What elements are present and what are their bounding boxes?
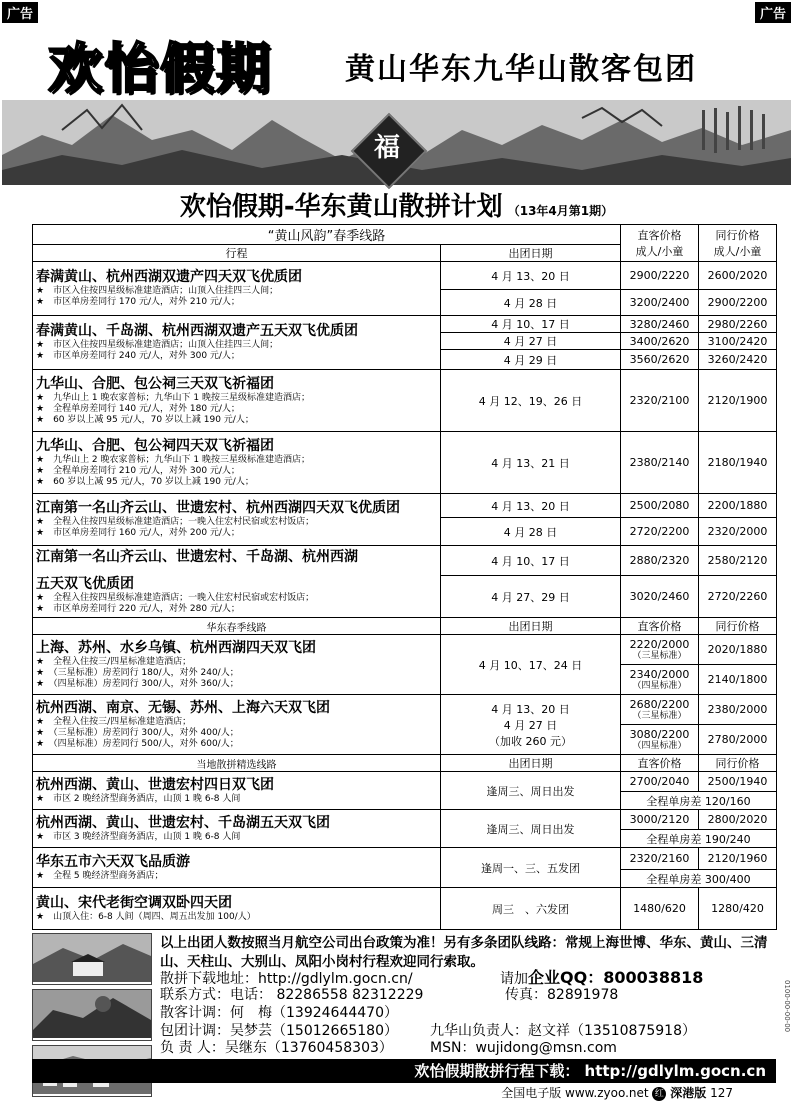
route-note: ★ 市区入住按四星级标准建造酒店；山顶入住挂四三人间； <box>36 340 279 350</box>
route-cell <box>33 546 441 618</box>
peer-price: 2200/1880 <box>699 494 777 518</box>
manager: 负 责 人：吴继东（13760458303） <box>160 1040 393 1056</box>
group-planner: 包团计调：吴梦芸（15012665180） <box>160 1023 398 1039</box>
date-cell: 4 月 27、29 日 <box>441 576 621 618</box>
route-name: 江南第一名山齐云山、世遗宏村、杭州西湖四天双飞优质团 <box>36 500 400 516</box>
date-cell: 4 月 10、17、24 日 <box>441 635 621 695</box>
table-row <box>33 262 777 290</box>
route-cell <box>33 888 441 930</box>
route-cell <box>33 432 441 494</box>
route-note: ★ 全程单房差同行 210 元/人，对外 300 元/人； <box>36 465 240 476</box>
date-cell: 4 月 28 日 <box>441 290 621 316</box>
contact-line <box>160 969 703 988</box>
route-cell <box>33 370 441 432</box>
table-row <box>33 848 777 870</box>
date-cell: 4 月 27 日 <box>441 333 621 350</box>
date-cell: 逢周三、周日出发 <box>441 772 621 810</box>
qq-prefix: 请加 <box>500 971 528 987</box>
direct-price: 2320/2160 <box>621 848 699 870</box>
date-cell: 4 月 13、20 日 <box>441 494 621 518</box>
price-standard: （三星标准） <box>632 711 687 721</box>
peer-price: 2140/1800 <box>699 665 777 695</box>
ad-label-right: 广告 <box>755 2 791 23</box>
hdr-direct-sub: 成人/小童 <box>635 245 684 258</box>
jiuhua-contact: 九华山负责人：赵文祥（13510875918） <box>430 1023 696 1039</box>
route-cell <box>33 262 441 316</box>
hdr-direct: 直客价格 <box>621 618 699 635</box>
route-name: 杭州西湖、黄山、世遗宏村四日双飞团 <box>36 776 274 793</box>
table-row <box>33 772 777 792</box>
direct-price: 2500/2080 <box>621 494 699 518</box>
date-cell: 逢周一、三、五发团 <box>441 848 621 888</box>
hdr-direct-label: 直客价格 <box>637 229 682 242</box>
direct-price: 2340/2000 <box>629 668 690 681</box>
route-cell <box>33 316 441 370</box>
direct-price: 2900/2220 <box>621 262 699 290</box>
qq-number: 企业QQ：800038818 <box>528 968 704 987</box>
table-row <box>33 370 777 432</box>
contact-line <box>160 987 618 1004</box>
route-name: 上海、苏州、水乡乌镇、杭州西湖四天双飞团 <box>36 639 316 656</box>
route-note: ★ 市区单房差同行 240 元/人，对外 300 元/人； <box>36 351 240 361</box>
route-note: ★ 九华山上 1 晚农家普标；九华山下 1 晚按三星级标准建造酒店； <box>36 392 310 403</box>
route-name: 春满黄山、千岛湖、杭州西湖双遗产五天双飞优质团 <box>36 323 358 339</box>
hdr-peer: 同行价格 <box>699 755 777 772</box>
route-name: 华东五市六天双飞品质游 <box>36 853 190 870</box>
route-cell <box>33 772 441 810</box>
table-row <box>33 888 777 930</box>
header <box>0 20 793 100</box>
ad-label-left: 广告 <box>2 2 38 23</box>
direct-price: 3000/2120 <box>621 810 699 830</box>
section-title-row <box>33 225 777 245</box>
direct-price: 2380/2140 <box>621 432 699 494</box>
route-name: 九华山、合肥、包公祠三天双飞祈福团 <box>36 375 274 392</box>
direct-price: 3280/2460 <box>621 316 699 333</box>
table-row <box>33 432 777 494</box>
direct-price-cell <box>621 695 699 725</box>
peer-price: 2980/2260 <box>699 316 777 333</box>
section3-title: 当地散拼精选线路 <box>33 755 441 772</box>
route-note: ★ 九华山上 2 晚农家普标；九华山下 1 晚按三星级标准建造酒店； <box>36 454 310 465</box>
peer-price: 2780/2000 <box>699 725 777 755</box>
download-bar <box>32 1059 776 1083</box>
hdr-peer-label: 同行价格 <box>715 229 760 242</box>
direct-price: 3560/2620 <box>621 350 699 370</box>
direct-price: 2720/2200 <box>621 518 699 546</box>
plan-title <box>0 186 793 222</box>
hdr-date: 出团日期 <box>441 245 621 262</box>
plan-title-text: 欢怡假期-华东黄山散拼计划 <box>179 192 503 222</box>
direct-price: 3400/2620 <box>621 333 699 350</box>
section-header-row <box>33 755 777 772</box>
date-line: 4 月 27 日 <box>503 718 558 732</box>
itinerary-table <box>32 224 777 930</box>
peer-price: 2320/2000 <box>699 518 777 546</box>
single-room-diff: 全程单房差 190/240 <box>621 830 777 848</box>
page-footer <box>501 1084 733 1101</box>
route-name-cont: 五天双飞优质团 <box>36 575 134 592</box>
route-note: ★ 全程入住按四星级标准建造酒店；一晚入住宏村民宿或宏村饭店； <box>36 592 315 603</box>
route-note: ★ 60 岁以上减 95 元/人，70 岁以上减 190 元/人； <box>36 414 254 425</box>
route-name: 九华山、合肥、包公祠四天双飞祈福团 <box>36 437 274 454</box>
route-note: ★ 60 岁以上减 95 元/人，70 岁以上减 190 元/人； <box>36 476 254 487</box>
date-cell <box>441 695 621 755</box>
route-note: ★ （三星标准）房差同行 180/人，对外 240/人； <box>36 667 239 678</box>
single-room-diff: 全程单房差 120/160 <box>621 792 777 810</box>
peer-price: 2720/2260 <box>699 576 777 618</box>
route-note: ★ 全程入住按四星级标准建造酒店；一晚入住宏村民宿或宏村饭店； <box>36 517 315 527</box>
date-line: （加收 260 元） <box>489 734 572 748</box>
table-row <box>33 810 777 830</box>
route-note: ★ 全程 5 晚经济型商务酒店； <box>36 870 164 881</box>
table-row <box>33 635 777 665</box>
peer-price: 2900/2200 <box>699 290 777 316</box>
peer-price: 2580/2120 <box>699 546 777 576</box>
hdr-direct <box>621 225 699 262</box>
date-cell: 4 月 10、17 日 <box>441 546 621 576</box>
msn: MSN：wujidong@msn.com <box>430 1040 617 1056</box>
peer-price: 2800/2020 <box>699 810 777 830</box>
route-cell <box>33 635 441 695</box>
peer-price: 3100/2420 <box>699 333 777 350</box>
phone: 联系方式：电话： 82286558 82312229 <box>160 987 424 1003</box>
direct-price-cell <box>621 665 699 695</box>
route-note: ★ 全程入住按三/四星标准建造酒店； <box>36 716 192 727</box>
direct-price: 2220/2000 <box>629 638 690 651</box>
page-number: 127 <box>710 1086 733 1100</box>
route-cell <box>33 695 441 755</box>
direct-price: 2880/2320 <box>621 546 699 576</box>
peer-price: 2600/2020 <box>699 262 777 290</box>
download-address: 散拼下载地址：http://gdlylm.gocn.cn/ <box>160 971 413 987</box>
peer-price: 2180/1940 <box>699 432 777 494</box>
date-cell: 逢周三、周日出发 <box>441 810 621 848</box>
table-row <box>33 494 777 518</box>
route-note: ★ （三星标准）房差同行 300/人，对外 400/人； <box>36 727 239 738</box>
plan-period: （13年4月第1期） <box>507 204 614 218</box>
table-row <box>33 316 777 333</box>
route-note: ★ 市区单房差同行 220 元/人，对外 280 元/人； <box>36 603 240 614</box>
hdr-date: 出团日期 <box>441 755 621 772</box>
date-line: 4 月 13、20 日 <box>491 702 570 716</box>
route-note: ★ 山顶入住：6-8 人间（周四、周五出发加 100/人） <box>36 911 256 922</box>
single-room-diff: 全程单房差 300/400 <box>621 870 777 888</box>
edition-circle: 红 <box>652 1087 666 1101</box>
direct-price: 3080/2200 <box>629 728 690 741</box>
direct-price: 2700/2040 <box>621 772 699 792</box>
planner: 散客计调：何 梅（13924644470） <box>160 1005 398 1021</box>
route-name: 江南第一名山齐云山、世遗宏村、千岛湖、杭州西湖 <box>36 548 358 565</box>
peer-price: 2020/1880 <box>699 635 777 665</box>
route-note: ★ 市区 3 晚经济型商务酒店，山顶 1 晚 6-8 人间 <box>36 831 241 842</box>
peer-price: 2380/2000 <box>699 695 777 725</box>
direct-price: 1480/620 <box>621 888 699 930</box>
direct-price: 2680/2200 <box>629 698 690 711</box>
price-standard: （四星标准） <box>632 681 687 691</box>
section1-title: “黄山风韵”春季线路 <box>33 225 621 245</box>
hdr-route: 行程 <box>33 245 441 262</box>
side-code: 0100-00-00-00 <box>783 980 791 1033</box>
price-standard: （三星标准） <box>632 651 687 661</box>
hdr-date: 出团日期 <box>441 618 621 635</box>
table-row <box>33 695 777 725</box>
route-note: ★ （四星标准）房差同行 300/人，对外 360/人； <box>36 678 239 689</box>
route-note: ★ 全程单房差同行 140 元/人，对外 180 元/人； <box>36 403 240 414</box>
direct-price: 3200/2400 <box>621 290 699 316</box>
route-name: 黄山、宋代老街空调双卧四天团 <box>36 894 232 911</box>
route-name: 春满黄山、杭州西湖双遗产四天双飞优质团 <box>36 269 302 285</box>
route-cell <box>33 494 441 546</box>
date-cell: 4 月 13、21 日 <box>441 432 621 494</box>
village-photo <box>32 933 152 985</box>
date-cell: 4 月 13、20 日 <box>441 262 621 290</box>
peer-price: 3260/2420 <box>699 350 777 370</box>
contact-line <box>160 1005 398 1022</box>
contact-line <box>160 1040 617 1057</box>
section2-title: 华东春季线路 <box>33 618 441 635</box>
table-row <box>33 546 777 576</box>
date-cell: 4 月 29 日 <box>441 350 621 370</box>
date-cell: 4 月 28 日 <box>441 518 621 546</box>
date-cell: 4 月 10、17 日 <box>441 316 621 333</box>
direct-price-cell <box>621 725 699 755</box>
route-note: ★ 全程入住按三/四星标准建造酒店； <box>36 656 192 667</box>
route-name: 杭州西湖、黄山、世遗宏村、千岛湖五天双飞团 <box>36 814 330 831</box>
rock-photo <box>32 989 152 1041</box>
route-name: 杭州西湖、南京、无锡、苏州、上海六天双飞团 <box>36 699 330 716</box>
subtitle: 黄山华东九华山散客包团 <box>345 52 697 87</box>
hdr-peer <box>699 225 777 262</box>
hdr-peer-sub: 成人/小童 <box>713 245 762 258</box>
rock-scene-icon <box>33 990 151 1038</box>
route-note: ★ 市区单房差同行 170 元/人，对外 210 元/人； <box>36 297 240 307</box>
village-scene-icon <box>33 934 151 982</box>
route-cell <box>33 810 441 848</box>
peer-price: 2500/1940 <box>699 772 777 792</box>
peer-price: 1280/420 <box>699 888 777 930</box>
route-note: ★ 市区入住按四星级标准建造酒店；山顶入住挂四三人间； <box>36 286 279 296</box>
fu-character: 福 <box>373 133 400 163</box>
direct-price-cell <box>621 635 699 665</box>
date-cell: 周三 、六发团 <box>441 888 621 930</box>
fax: 传真：82891978 <box>505 987 619 1003</box>
peer-price: 2120/1960 <box>699 848 777 870</box>
peer-price: 2120/1900 <box>699 370 777 432</box>
route-note: ★ 市区 2 晚经济型商务酒店，山顶 1 晚 6-8 人间 <box>36 793 241 804</box>
hdr-peer: 同行价格 <box>699 618 777 635</box>
route-note: ★ 市区单房差同行 160 元/人，对外 200 元/人； <box>36 528 240 538</box>
download-link[interactable]: 欢怡假期散拼行程下载： http://gdlylm.gocn.cn <box>414 1062 766 1080</box>
route-cell <box>33 848 441 888</box>
section-header-row <box>33 618 777 635</box>
price-standard: （四星标准） <box>632 741 687 751</box>
direct-price: 2320/2100 <box>621 370 699 432</box>
direct-price: 3020/2460 <box>621 576 699 618</box>
date-cell: 4 月 12、19、26 日 <box>441 370 621 432</box>
hdr-direct: 直客价格 <box>621 755 699 772</box>
brand-logo: 欢怡假期 <box>48 36 272 100</box>
version: 深港版 <box>670 1086 707 1100</box>
edition: 全国电子版 www.zyoo.net <box>501 1086 649 1100</box>
contact-line <box>160 1023 696 1040</box>
route-note: ★ （四星标准）房差同行 500/人，对外 600/人； <box>36 738 239 749</box>
notice-text: 以上出团人数按照当月航空公司出台政策为准！另有多条团队线路：常规上海世博、华东、黄山、三清山、天柱山、大别山、凤阳小岗村行程欢迎同行索取。 <box>160 935 768 970</box>
